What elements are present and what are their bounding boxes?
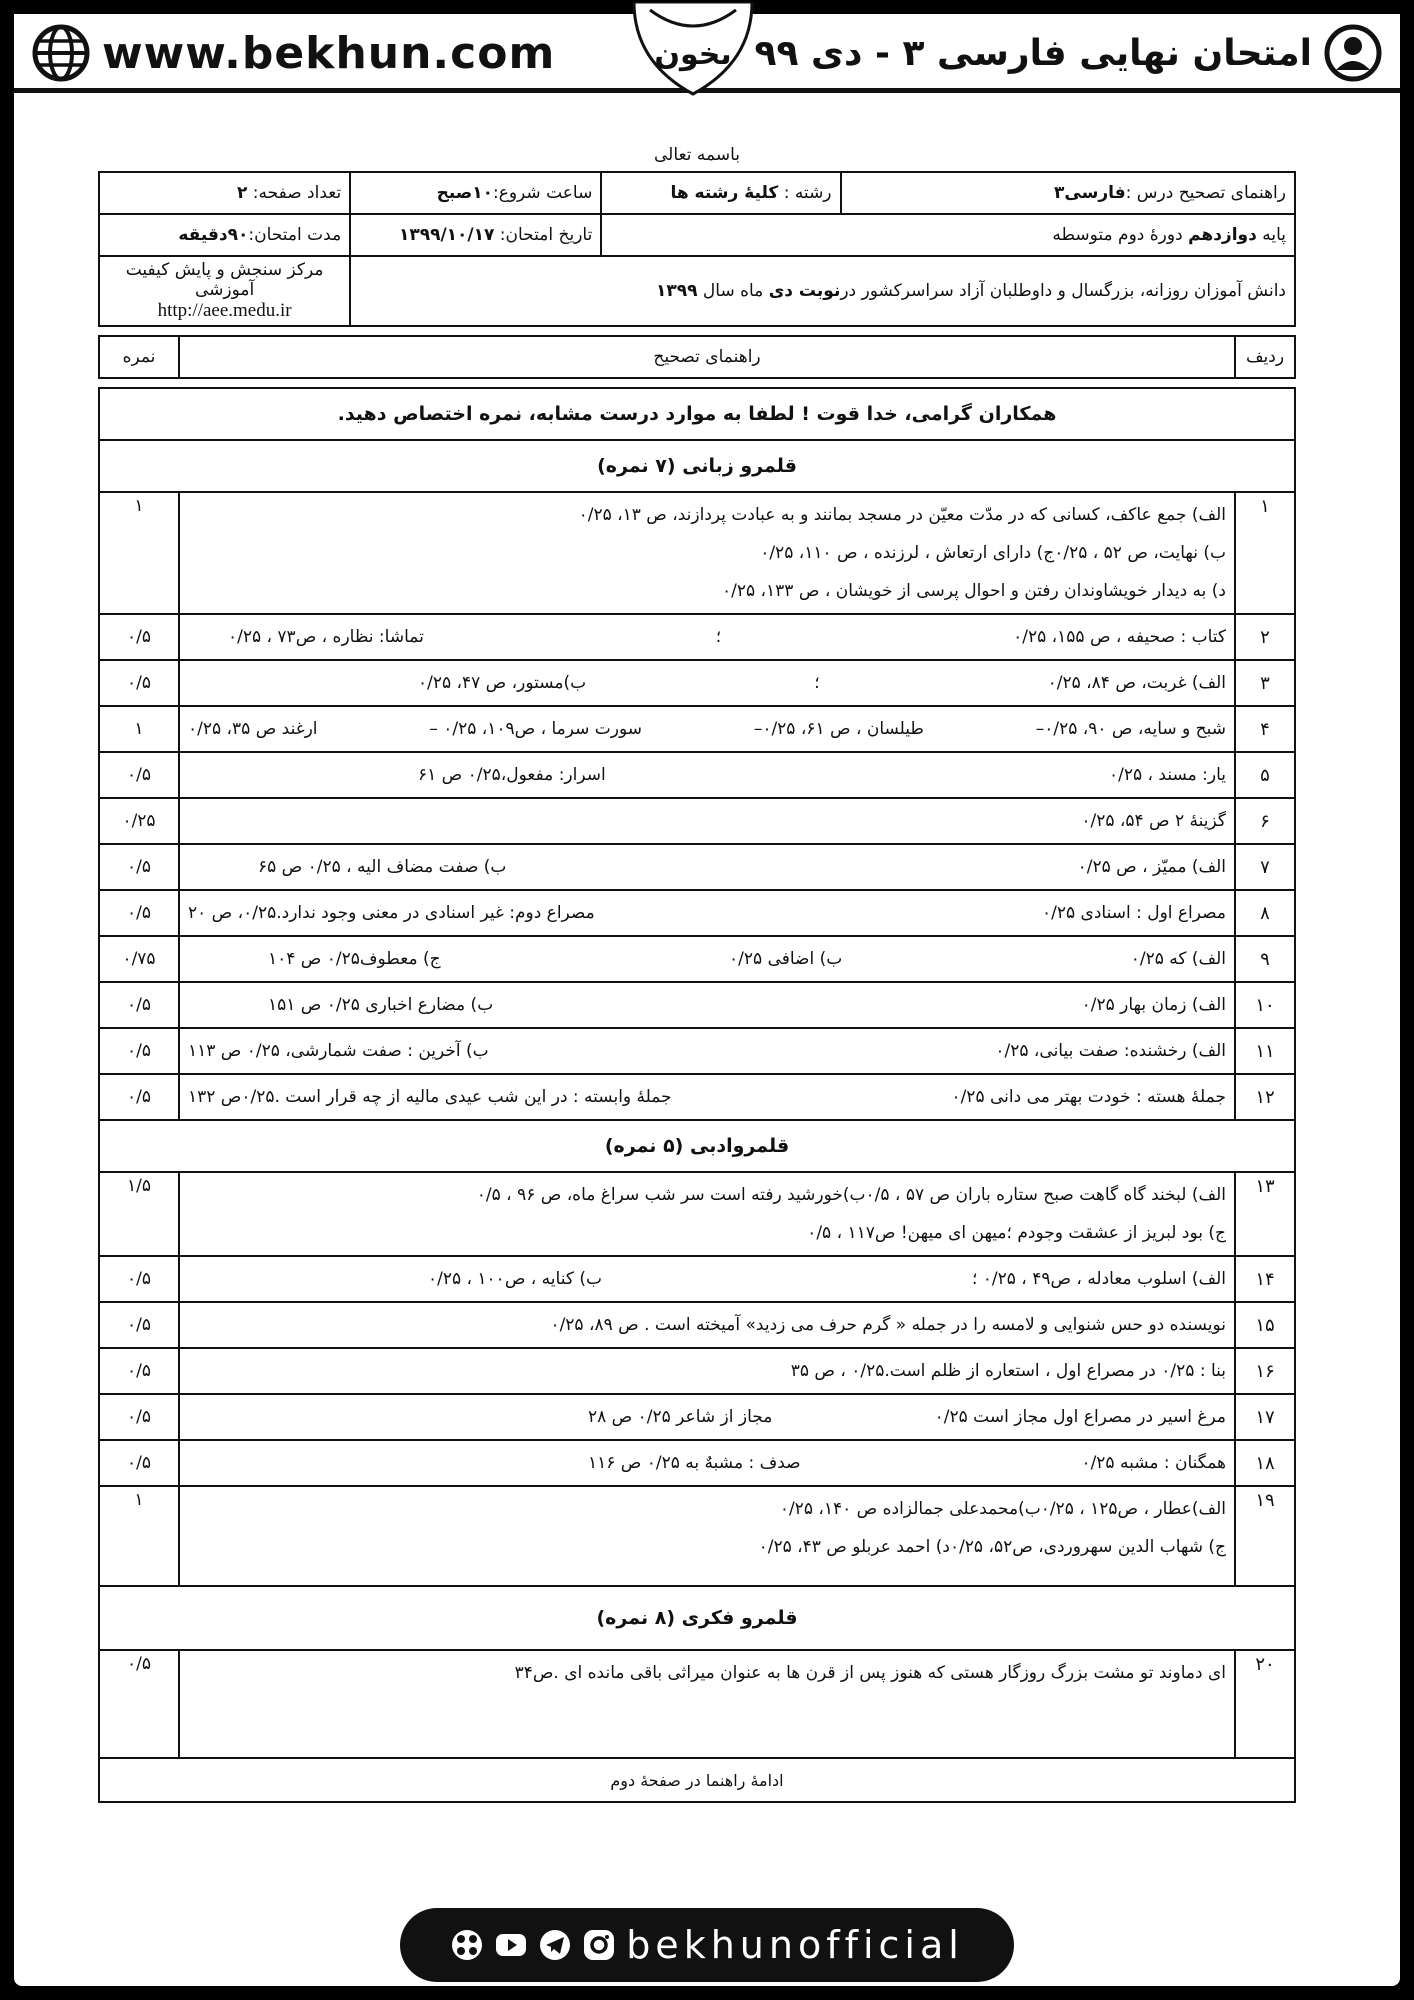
site-link[interactable] <box>32 24 555 82</box>
table-row: ۱۷ مرغ اسیر در مصراع اول مجاز است ۰/۲۵ مجاز از شاعر ۰/۲۵ ص ۲۸ ۰/۵ <box>99 1394 1295 1440</box>
table-row: ۲۰ ای دماوند تو مشت بزرگ روزگار هستی که هنوز پس از قرن ها به عنوان میراثی باقی مانده ای .ص۳۴ ۰/۵ <box>99 1650 1295 1758</box>
table-row: ۱ الف) جمع عاکف، کسانی که در مدّت معیّن در مسجد بمانند و به عبادت پردازند، ص ۱۳، ۰/۲۵ ب) نهایت، ص ۵۲ ، ۰/۲۵ج) دارای ارتعاش ، لرزنده ، ص ۱۱۰، ۰/۲۵ د) به دیدار خویشاوندان رفتن و احوال پرسی از خویشان ، ص ۱۳۳، ۰/۲۵ ۱ <box>99 492 1295 614</box>
center-url[interactable]: http://aee.medu.ir <box>157 300 292 321</box>
exam-date: ۱۳۹۹/۱۰/۱۷ <box>398 225 495 245</box>
table-row: ۱۵ نویسنده دو حس شنوایی و لامسه را در جمله « گرم حرف می زدید» آمیخته است . ص ۸۹، ۰/۲۵ ۰/۵ <box>99 1302 1295 1348</box>
table-row: ۸ مصراع اول : اسنادی ۰/۲۵ مصراع دوم: غیر اسنادی در معنی وجود ندارد.۰/۲۵، ص ۲۰ ۰/۵ <box>99 890 1295 936</box>
table-row: ۱۸ همگنان : مشبه ۰/۲۵ صدف : مشبهٌ به ۰/۲۵ ص ۱۱۶ ۰/۵ <box>99 1440 1295 1486</box>
continue-note: ادامهٔ راهنما در صفحهٔ دوم <box>99 1758 1295 1802</box>
exam-title <box>755 24 1382 82</box>
table-row: ۱۴ الف) اسلوب معادله ، ص۴۹ ، ۰/۲۵ ؛ ب) کنایه ، ص۱۰۰ ، ۰/۲۵ ۰/۵ <box>99 1256 1295 1302</box>
table-row: ۲ کتاب : صحیفه ، ص ۱۵۵، ۰/۲۵ ؛ تماشا: نظاره ، ص۷۳ ، ۰/۲۵ ۰/۵ <box>99 614 1295 660</box>
greeting: همکاران گرامی، خدا قوت ! لطفا به موارد درست مشابه، نمره اختصاص دهید. <box>99 388 1295 440</box>
exam-year: ۱۳۹۹ <box>655 281 698 301</box>
answers-table <box>98 387 1296 1803</box>
course-name: فارسی۳ <box>1054 183 1126 203</box>
brand-logo <box>630 2 756 98</box>
exam-title-text: امتحان نهایی فارسی ۳ - دی ۹۹ <box>754 32 1312 74</box>
answer-sheet <box>98 145 1296 1803</box>
exam-info-table: راهنمای تصحیح درس :فارسی۳ رشته : کلیهٔ رشته ها ساعت شروع:۱۰صبح تعداد صفحه: ۲ پایه دوازدهم دورهٔ دوم متوسطه تاریخ امتحان: ۱۳۹۹/۱۰/۱۷ مدت امتحان:۹۰دقیقه دانش آموزان روزانه، بزرگسال و داوطلبان آزاد سراسرکشور درنوبت دی ماه سال ۱۳۹۹ مرکز سنجش و پایش کیفیت آموزشی http://aee.medu.ir <box>98 171 1296 327</box>
table-row: ۱۹ الف)عطار ، ص۱۲۵ ، ۰/۲۵ب)محمدعلی جمالزاده ص ۱۴۰، ۰/۲۵ ج) شهاب الدین سهروردی، ص۵۲، ۰/۲۵د) احمد عربلو ص ۴۳، ۰/۲۵ ۱ <box>99 1486 1295 1586</box>
social-handle: bekhunofficial <box>626 1923 964 1967</box>
field-name: کلیهٔ رشته ها <box>670 183 779 203</box>
logo-text: بخون <box>654 37 732 72</box>
table-row: ۵ یار: مسند ، ۰/۲۵ اسرار: مفعول،۰/۲۵ ص ۶۱ ۰/۵ <box>99 752 1295 798</box>
page-count: ۲ <box>236 183 248 203</box>
aparat-icon[interactable] <box>450 1928 484 1962</box>
site-url: www.bekhun.com <box>102 27 556 79</box>
basmala: باسمه تعالی <box>654 145 740 165</box>
session: نوبت دی <box>768 281 841 301</box>
section-title: قلمرو زبانی (۷ نمره) <box>99 440 1295 492</box>
section-title: قلمروادبی (۵ نمره) <box>99 1120 1295 1172</box>
telegram-icon[interactable] <box>538 1928 572 1962</box>
start-time: ۱۰صبح <box>436 183 493 203</box>
table-row: ۱۳ الف) لبخند گاه گاهت صبح ستاره باران ص ۵۷ ، ۰/۵ب)خورشید رفته است سر شب سراغ ماه، ص ۹۶ ، ۰/۵ ج) بود لبریز از عشقت وجودم ؛میهن ای میهن! ص۱۱۷ ، ۰/۵ ۱/۵ <box>99 1172 1295 1256</box>
table-row: ۶ گزینهٔ ۲ ص ۵۴، ۰/۲۵ ۰/۲۵ <box>99 798 1295 844</box>
table-row: ۷ الف) ممیّز ، ص ۰/۲۵ ب) صفت مضاف الیه ، ۰/۲۵ ص ۶۵ ۰/۵ <box>99 844 1295 890</box>
exam-duration: ۹۰دقیقه <box>178 225 249 245</box>
instagram-icon[interactable] <box>582 1928 616 1962</box>
grade: دوازدهم <box>1188 225 1257 245</box>
table-row: ۳ الف) غربت، ص ۸۴، ۰/۲۵ ؛ ب)مستور، ص ۴۷، ۰/۲۵ ۰/۵ <box>99 660 1295 706</box>
table-row: ۱۶ بنا : ۰/۲۵ در مصراع اول ، استعاره از ظلم است.۰/۲۵ ، ص ۳۵ ۰/۵ <box>99 1348 1295 1394</box>
table-row: ۱۰ الف) زمان بهار ۰/۲۵ ب) مضارع اخباری ۰/۲۵ ص ۱۵۱ ۰/۵ <box>99 982 1295 1028</box>
user-icon <box>1324 24 1382 82</box>
section-title: قلمرو فکری (۸ نمره) <box>99 1586 1295 1650</box>
youtube-icon[interactable] <box>494 1928 528 1962</box>
table-row: ۱۱ الف) رخشنده: صفت بیانی، ۰/۲۵ ب) آخرین : صفت شمارشی، ۰/۲۵ ص ۱۱۳ ۰/۵ <box>99 1028 1295 1074</box>
social-footer[interactable] <box>400 1908 1014 1982</box>
table-row: ۱۲ جملهٔ هسته : خودت بهتر می دانی ۰/۲۵ جملهٔ وابسته : در این شب عیدی مالیه از چه قرار است .۰/۲۵ص ۱۳۲ ۰/۵ <box>99 1074 1295 1120</box>
table-row: ۴ شبح و سایه، ص ۹۰، ۰/۲۵– طیلسان ، ص ۶۱، ۰/۲۵– سورت سرما ، ص۱۰۹، ۰/۲۵ – ارغند ص ۳۵، ۰/۲۵ ۱ <box>99 706 1295 752</box>
globe-icon <box>32 24 90 82</box>
table-row: ۹ الف) که ۰/۲۵ ب) اضافی ۰/۲۵ ج) معطوف۰/۲۵ ص ۱۰۴ ۰/۷۵ <box>99 936 1295 982</box>
center-name: مرکز سنجش و پایش کیفیت آموزشی <box>125 260 324 300</box>
column-headers: ردیف راهنمای تصحیح نمره <box>98 335 1296 379</box>
